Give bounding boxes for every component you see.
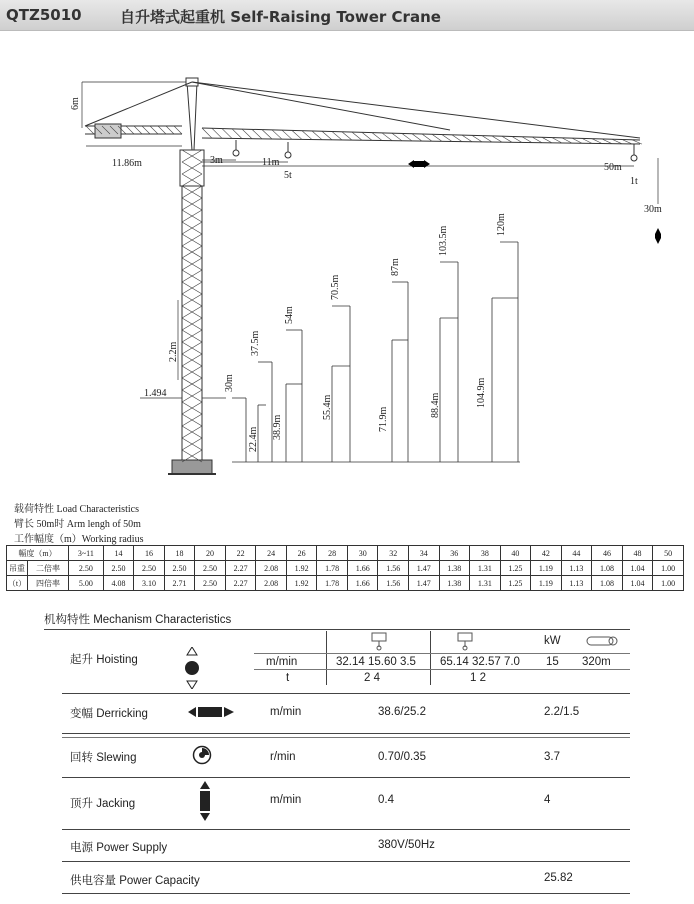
under-hook-height-label: 104.9m (476, 377, 487, 408)
slewing-kw: 3.7 (544, 751, 560, 763)
derricking-unit: m/min (270, 706, 302, 718)
radius-cell: 3~11 (69, 546, 104, 561)
jacking-speed: 0.4 (378, 794, 394, 806)
load-value-cell: 1.08 (592, 561, 623, 576)
load-value-cell: 1.66 (347, 576, 378, 591)
hoisting-rope-length: 320m (582, 656, 611, 668)
radius-cell: 40 (500, 546, 531, 561)
free-height-label: 120m (496, 213, 507, 236)
load-value-cell: 1.47 (408, 561, 439, 576)
radius-cell: 18 (164, 546, 195, 561)
load-value-cell: 3.10 (134, 576, 165, 591)
reeving-label: 四倍率 (28, 576, 69, 591)
hoisting-icon (184, 647, 200, 689)
load-value-cell: 1.04 (622, 576, 653, 591)
hoisting-unit: m/min (266, 656, 298, 668)
load-value-cell: 1.00 (653, 576, 684, 591)
hoisting-label: 起升 Hoisting (70, 654, 138, 666)
load-5t-radius-label: 11m (262, 157, 280, 168)
radius-cell: 38 (470, 546, 501, 561)
radius-cell: 28 (317, 546, 348, 561)
trolley-near-label: 3m (210, 155, 223, 166)
under-hook-height-label: 55.4m (322, 394, 333, 420)
radius-cell: 46 (592, 546, 623, 561)
free-height-label: 30m (224, 374, 235, 392)
load-value-cell: 2.27 (225, 561, 256, 576)
power-capacity-value: 25.82 (544, 872, 573, 884)
load-value-cell: 2.71 (164, 576, 195, 591)
load-5t-label: 5t (284, 170, 292, 181)
radius-cell: 22 (225, 546, 256, 561)
jacking-unit: m/min (270, 794, 302, 806)
jib (202, 128, 640, 144)
load-value-cell: 2.50 (69, 561, 104, 576)
load-value-cell: 2.27 (225, 576, 256, 591)
radius-cell: 26 (286, 546, 317, 561)
radius-cell: 44 (561, 546, 592, 561)
load-title: 载荷特性 Load Characteristics (14, 504, 139, 515)
load-value-cell: 2.08 (256, 561, 287, 576)
kw-label: kW (544, 635, 561, 647)
free-height-label: 103.5m (438, 225, 449, 256)
load-value-cell: 1.78 (317, 576, 348, 591)
arm-length-label: 臂长 50m时 Arm lengh of 50m (14, 519, 141, 530)
radius-cell: 42 (531, 546, 562, 561)
load-value-cell: 1.47 (408, 576, 439, 591)
load-value-cell: 1.04 (622, 561, 653, 576)
title-bar (0, 0, 694, 31)
reeving-label: 二倍率 (28, 561, 69, 576)
load-value-cell: 1.31 (470, 561, 501, 576)
slewing-unit: r/min (270, 751, 296, 763)
hook-height-label: 30m (644, 204, 662, 215)
free-height-label: 70.5m (330, 274, 341, 300)
load-value-cell: 1.13 (561, 561, 592, 576)
section-height-label: 2.2m (168, 341, 179, 362)
power-capacity-label: 供电容量 Power Capacity (70, 875, 200, 887)
page-title: 自升塔式起重机 Self-Raising Tower Crane (120, 8, 441, 26)
radius-header: 幅度（m） (7, 546, 69, 561)
tip-load-label: 1t (630, 176, 638, 187)
hook-4fall-icon (454, 631, 476, 651)
slewing-label: 回转 Slewing (70, 752, 137, 764)
hoisting-loads-2fall: 2 4 (364, 672, 380, 684)
tower-base (172, 460, 212, 474)
load-value-cell: 1.66 (347, 561, 378, 576)
jacking-icon (198, 781, 212, 821)
load-value-cell: 2.50 (103, 561, 134, 576)
model-label: QTZ5010 (6, 6, 82, 24)
mechanism-title: 机构特性 Mechanism Characteristics (44, 614, 232, 626)
load-value-cell: 1.25 (500, 576, 531, 591)
power-supply-label: 电源 Power Supply (70, 842, 168, 854)
hoisting-speeds-4fall: 65.14 32.57 7.0 (440, 656, 520, 668)
radius-title: 工作幅度（m）Working radius (14, 534, 144, 545)
slewing-icon (192, 745, 212, 765)
load-value-cell: 1.25 (500, 561, 531, 576)
free-height-label: 37.5m (250, 330, 261, 356)
mechanism-section (0, 605, 694, 904)
free-height-label: 54m (284, 306, 295, 324)
rope-drum-icon (586, 635, 618, 647)
radius-cell: 50 (653, 546, 684, 561)
load-value-cell: 2.50 (134, 561, 165, 576)
radius-cell: 32 (378, 546, 409, 561)
hoisting-loads-4fall: 1 2 (470, 672, 486, 684)
load-value-cell: 1.92 (286, 561, 317, 576)
radius-cell: 16 (134, 546, 165, 561)
load-value-cell: 1.19 (531, 576, 562, 591)
load-value-cell: 2.08 (256, 576, 287, 591)
radius-cell: 36 (439, 546, 470, 561)
row-unit-label: 吊重 (7, 561, 28, 576)
jib-lattice (86, 126, 642, 144)
load-value-cell: 1.56 (378, 576, 409, 591)
load-value-cell: 1.13 (561, 576, 592, 591)
table-row (7, 561, 684, 576)
load-value-cell: 2.50 (195, 576, 226, 591)
load-value-cell: 1.08 (592, 576, 623, 591)
row-unit-label: （t） (7, 576, 28, 591)
under-hook-height-label: 71.9m (378, 406, 389, 432)
load-value-cell: 1.19 (531, 561, 562, 576)
counter-jib-label: 11.86m (112, 158, 142, 169)
radius-cell: 20 (195, 546, 226, 561)
power-supply-value: 380V/50Hz (378, 839, 435, 851)
under-hook-height-label: 22.4m (248, 426, 259, 452)
derricking-speed: 38.6/25.2 (378, 706, 426, 718)
hoist-direction-icon (655, 228, 661, 244)
radius-cell: 30 (347, 546, 378, 561)
trolley-direction-icon (408, 160, 430, 168)
radius-cell: 48 (622, 546, 653, 561)
radius-cell: 34 (408, 546, 439, 561)
dim-top-label: 6m (70, 97, 81, 110)
load-value-cell: 1.56 (378, 561, 409, 576)
derricking-icon (188, 705, 234, 719)
base-width-label: 1.494 (144, 388, 167, 399)
load-value-cell: 1.38 (439, 561, 470, 576)
mast-lattice (182, 150, 202, 462)
table-row (7, 576, 684, 591)
hoisting-kw: 15 (546, 656, 559, 668)
jacking-label: 顶升 Jacking (70, 798, 136, 810)
load-value-cell: 1.92 (286, 576, 317, 591)
height-labels (224, 213, 507, 452)
derricking-label: 变幅 Derricking (70, 708, 148, 720)
load-value-cell: 1.31 (470, 576, 501, 591)
load-value-cell: 5.00 (69, 576, 104, 591)
hoisting-speeds-2fall: 32.14 15.60 3.5 (336, 656, 416, 668)
load-value-cell: 2.50 (195, 561, 226, 576)
load-value-cell: 1.38 (439, 576, 470, 591)
tower-mast (182, 150, 202, 462)
radius-cell: 24 (256, 546, 287, 561)
hoisting-unit-t: t (286, 672, 290, 684)
radius-cell: 14 (103, 546, 134, 561)
slewing-speed: 0.70/0.35 (378, 751, 426, 763)
load-value-cell: 2.50 (164, 561, 195, 576)
tip-radius-label: 50m (604, 162, 622, 173)
under-hook-height-label: 38.9m (272, 414, 283, 440)
hook-2fall-icon (368, 631, 390, 651)
under-hook-height-label: 88.4m (430, 392, 441, 418)
load-value-cell: 1.00 (653, 561, 684, 576)
load-table (6, 545, 684, 591)
crane-diagram (0, 32, 694, 494)
derricking-kw: 2.2/1.5 (544, 706, 580, 718)
jacking-kw: 4 (544, 794, 551, 806)
load-value-cell: 4.08 (103, 576, 134, 591)
load-value-cell: 1.78 (317, 561, 348, 576)
free-height-label: 87m (390, 258, 401, 276)
